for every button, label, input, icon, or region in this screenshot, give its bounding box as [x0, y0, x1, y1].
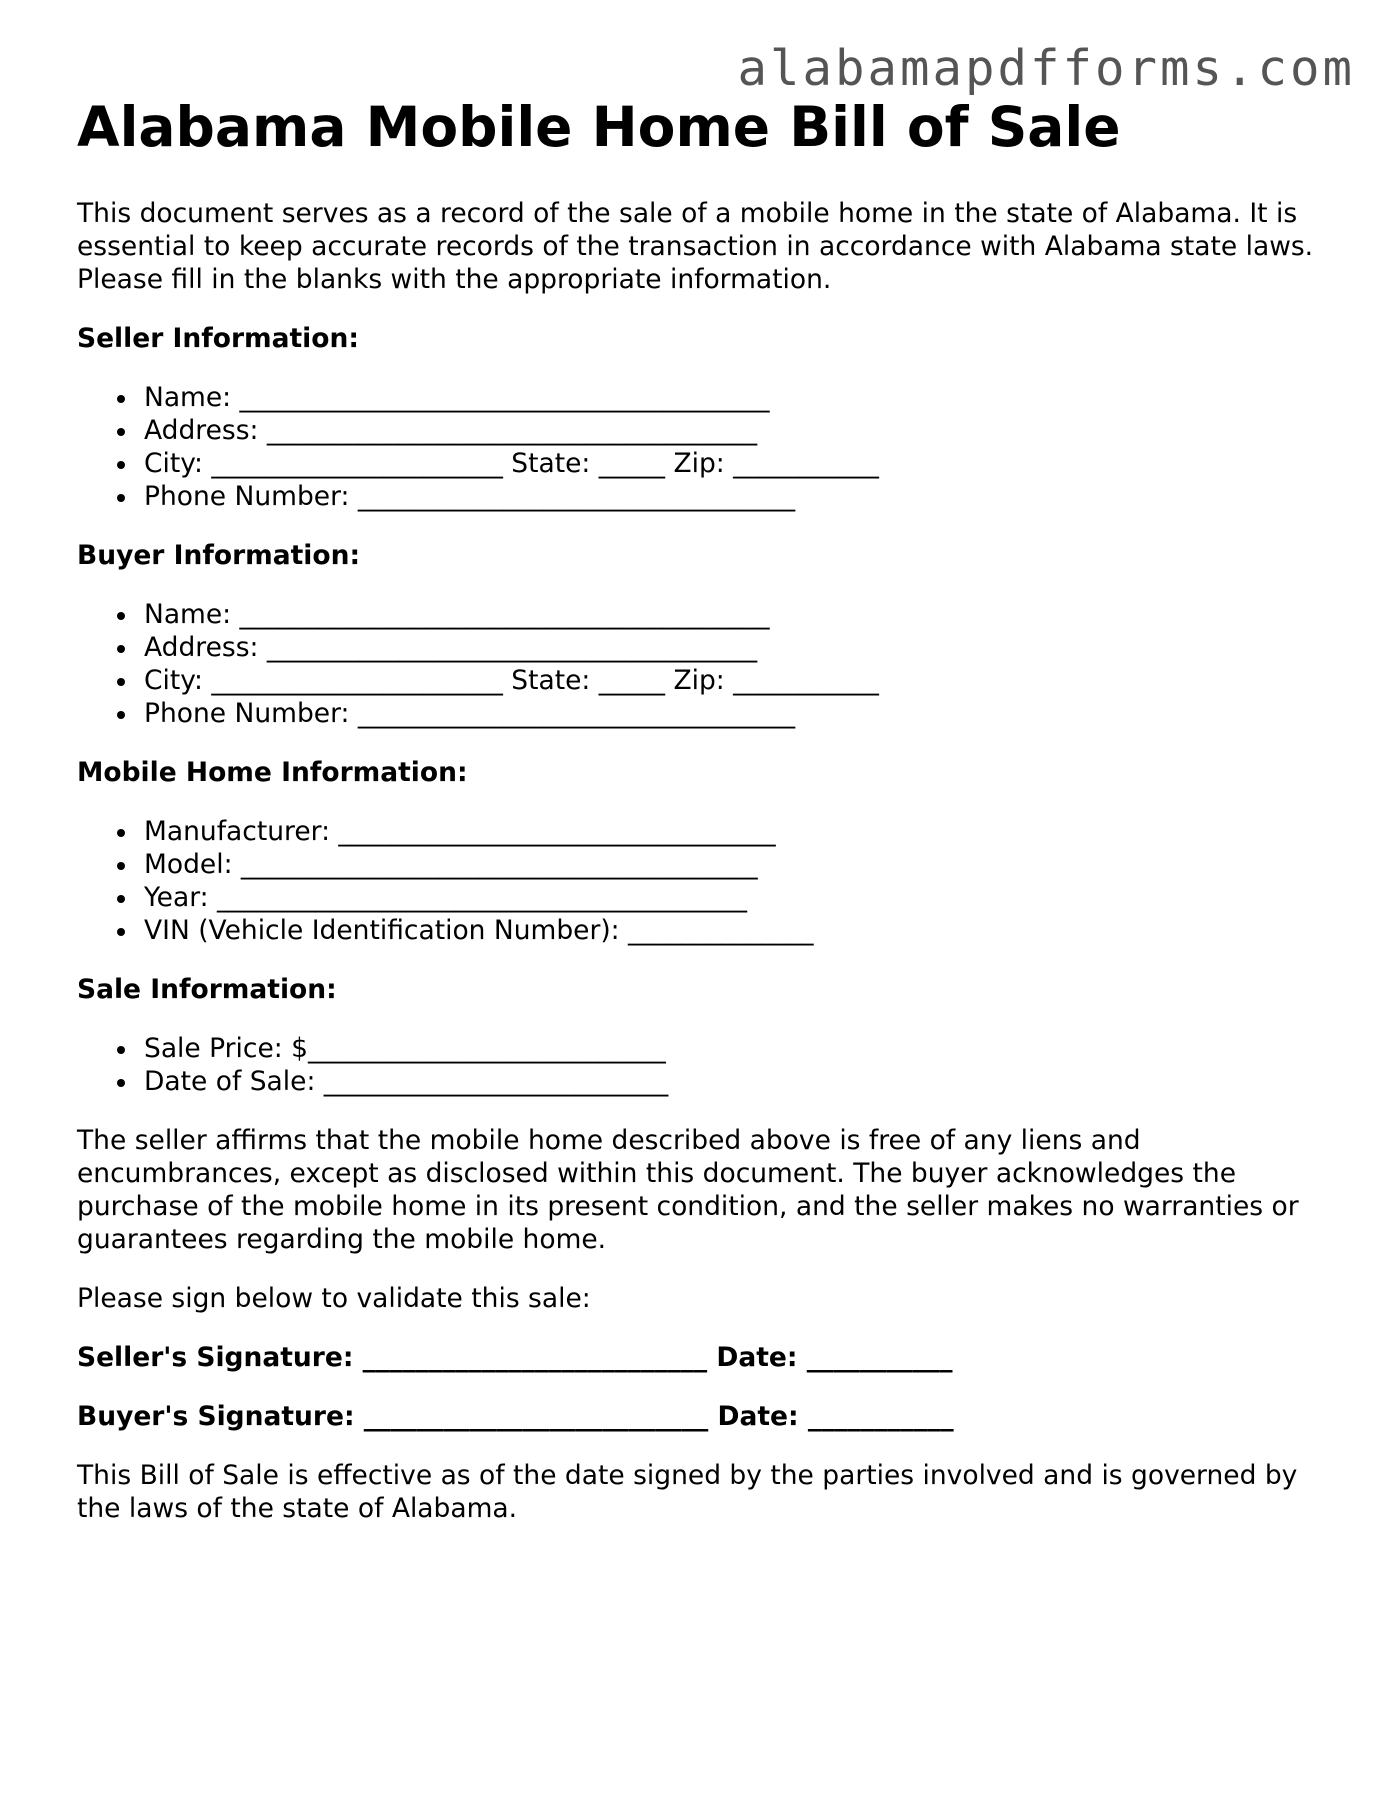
- buyer-name-field[interactable]: Name: ________________________________________: [144, 598, 1317, 631]
- buyer-signature-line[interactable]: Buyer's Signature: __________________________ Date: ___________: [77, 1401, 954, 1433]
- affirmation-paragraph: The seller affirms that the mobile home described above is free of any liens and encumbrances, except as disclosed within this document. The buyer acknowledges the purchase of the mobile home in its present condition, and the seller makes no warranties or guarantees regarding the mobile home.: [77, 1125, 1299, 1256]
- seller-field-list: [77, 381, 1317, 513]
- buyer-city-state-zip-field[interactable]: City: ______________________ State: _____ Zip: ___________: [144, 664, 1317, 697]
- intro-paragraph: This document serves as a record of the sale of a mobile home in the state of Alabama. It is essential to keep accurate records of the transaction in accordance with Alabama state laws. Please fill in the blanks with the appropriate information.: [77, 198, 1314, 296]
- mobile-home-section-heading: Mobile Home Information:: [77, 757, 468, 789]
- document-page: [77, 96, 1317, 1551]
- site-watermark: alabamapdfforms.com: [737, 40, 1355, 97]
- seller-name-field[interactable]: Name: ________________________________________: [144, 381, 1317, 414]
- date-of-sale-field[interactable]: Date of Sale: __________________________: [144, 1065, 1317, 1098]
- model-field[interactable]: Model: _______________________________________: [144, 848, 1317, 881]
- seller-address-field[interactable]: Address: _____________________________________: [144, 414, 1317, 447]
- sale-field-list: [77, 1032, 1317, 1098]
- sale-section-heading: Sale Information:: [77, 974, 337, 1006]
- buyer-address-field[interactable]: Address: _____________________________________: [144, 631, 1317, 664]
- buyer-phone-field[interactable]: Phone Number: _________________________________: [144, 697, 1317, 730]
- buyer-section-heading: Buyer Information:: [77, 540, 361, 572]
- vin-field[interactable]: VIN (Vehicle Identification Number): ______________: [144, 914, 1317, 947]
- mobile-home-field-list: [77, 815, 1317, 947]
- seller-phone-field[interactable]: Phone Number: _________________________________: [144, 480, 1317, 513]
- manufacturer-field[interactable]: Manufacturer: _________________________________: [144, 815, 1317, 848]
- closing-paragraph: This Bill of Sale is effective as of the date signed by the parties involved and is governed by the laws of the state of Alabama.: [77, 1460, 1298, 1525]
- buyer-field-list: [77, 598, 1317, 730]
- year-field[interactable]: Year: ________________________________________: [144, 881, 1317, 914]
- sale-price-field[interactable]: Sale Price: $___________________________: [144, 1032, 1317, 1065]
- sign-prompt: Please sign below to validate this sale:: [77, 1283, 591, 1315]
- seller-section-heading: Seller Information:: [77, 323, 359, 355]
- document-title: Alabama Mobile Home Bill of Sale: [77, 95, 1121, 159]
- seller-city-state-zip-field[interactable]: City: ______________________ State: _____ Zip: ___________: [144, 447, 1317, 480]
- seller-signature-line[interactable]: Seller's Signature: __________________________ Date: ___________: [77, 1342, 953, 1374]
